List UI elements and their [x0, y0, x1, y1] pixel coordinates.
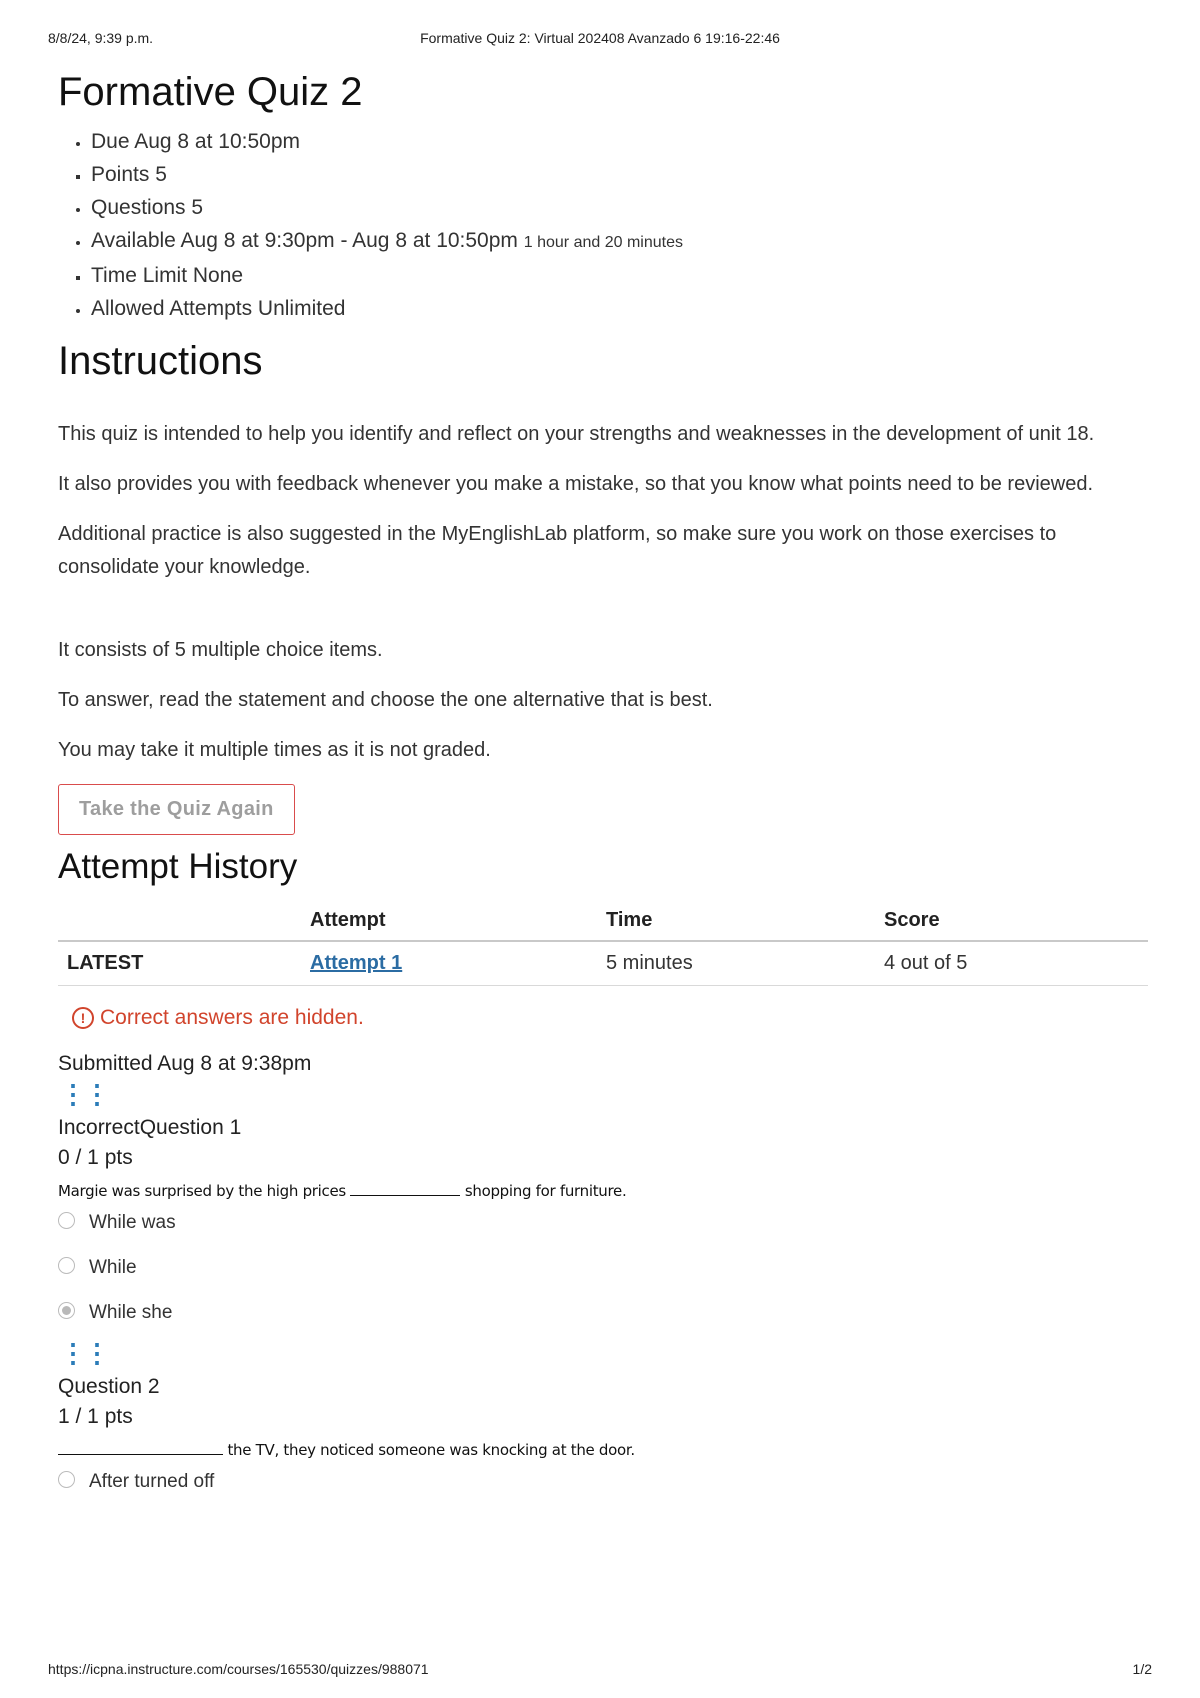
page-title: Formative Quiz 2	[58, 70, 363, 114]
submitted-date: Submitted Aug 8 at 9:38pm	[58, 1052, 312, 1075]
spacer	[58, 601, 1148, 634]
column-header-time: Time	[606, 909, 884, 941]
question-title: Question 2	[58, 1375, 160, 1398]
answer-option[interactable]: After turned off	[58, 1471, 1148, 1493]
print-title: Formative Quiz 2: Virtual 202408 Avanzado 6 19:16-22:46	[420, 30, 780, 46]
answer-blank	[58, 1453, 223, 1455]
radio-selected-icon[interactable]	[58, 1302, 75, 1319]
latest-label: LATEST	[58, 941, 310, 986]
available-duration: 1 hour and 20 minutes	[523, 234, 683, 251]
page-number: 1/2	[1132, 1661, 1152, 1677]
time-cell: 5 minutes	[606, 941, 884, 986]
question-points: 0 / 1 pts	[58, 1146, 133, 1169]
answer-option[interactable]: While was	[58, 1212, 1148, 1234]
answer-blank	[350, 1194, 460, 1196]
instruction-paragraph: To answer, read the statement and choose the one alternative that is best.	[58, 689, 713, 711]
table-header-row	[58, 909, 1148, 941]
take-quiz-again-button[interactable]: Take the Quiz Again	[58, 784, 295, 835]
attempt-history-table	[58, 909, 1148, 986]
question-points: 1 / 1 pts	[58, 1405, 133, 1428]
detail-points: ▪ Points 5	[91, 158, 1148, 191]
instruction-paragraph: You may take it multiple times as it is not graded.	[58, 739, 491, 761]
column-header-score: Score	[884, 909, 1148, 941]
question-title: IncorrectQuestion 1	[58, 1116, 242, 1139]
drag-handle-icon[interactable]: ⋮⋮	[60, 1338, 108, 1368]
column-header-attempt: Attempt	[310, 909, 606, 941]
radio-icon[interactable]	[58, 1471, 75, 1488]
radio-icon[interactable]	[58, 1212, 75, 1229]
table-row	[58, 941, 1148, 986]
answer-option[interactable]: While	[58, 1257, 1148, 1279]
instructions-heading: Instructions	[58, 339, 263, 383]
main-content	[58, 62, 1148, 1516]
answer-option-selected[interactable]: While she	[58, 1302, 1148, 1324]
warning-icon: !	[72, 1007, 94, 1029]
detail-allowed-attempts: • Allowed Attempts Unlimited	[91, 292, 1148, 325]
question-text: the TV, they noticed someone was knocking at the door.	[58, 1441, 1148, 1459]
correct-answers-hidden-notice	[72, 1006, 1148, 1030]
attempt-history-heading: Attempt History	[58, 847, 298, 886]
question-2	[58, 1339, 1148, 1493]
detail-available: • Available Aug 8 at 9:30pm - Aug 8 at 10:50pm 1 hour and 20 minutes	[91, 224, 1148, 259]
radio-icon[interactable]	[58, 1257, 75, 1274]
notice-text: Correct answers are hidden.	[100, 1006, 364, 1029]
question-1	[58, 1080, 1148, 1324]
instruction-paragraph: It also provides you with feedback whenever you make a mistake, so that you know what points need to be reviewed.	[58, 473, 1094, 495]
attempt-cell	[310, 941, 606, 986]
print-date: 8/8/24, 9:39 p.m.	[48, 30, 154, 46]
attempt-1-link[interactable]: Attempt 1	[310, 952, 403, 974]
print-url: https://icpna.instructure.com/courses/165530/quizzes/988071	[48, 1661, 429, 1677]
column-header	[58, 909, 310, 941]
instructions-body	[58, 418, 1148, 767]
instruction-paragraph: It consists of 5 multiple choice items.	[58, 639, 383, 661]
instruction-paragraph: This quiz is intended to help you identify and reflect on your strengths and weaknesses in the development of unit 18.	[58, 423, 1095, 445]
print-header	[48, 30, 1152, 50]
score-cell: 4 out of 5	[884, 941, 1148, 986]
question-text: Margie was surprised by the high prices shopping for furniture.	[58, 1182, 627, 1200]
detail-due: • Due Aug 8 at 10:50pm	[91, 125, 1148, 158]
quiz-details	[58, 125, 1148, 325]
detail-questions: • Questions 5	[91, 191, 1148, 224]
detail-time-limit: ▪ Time Limit None	[91, 259, 1148, 292]
instruction-paragraph: Additional practice is also suggested in the MyEnglishLab platform, so make sure you work on those exercises to consolidate your knowledge.	[58, 523, 1057, 578]
drag-handle-icon[interactable]: ⋮⋮	[60, 1079, 108, 1109]
